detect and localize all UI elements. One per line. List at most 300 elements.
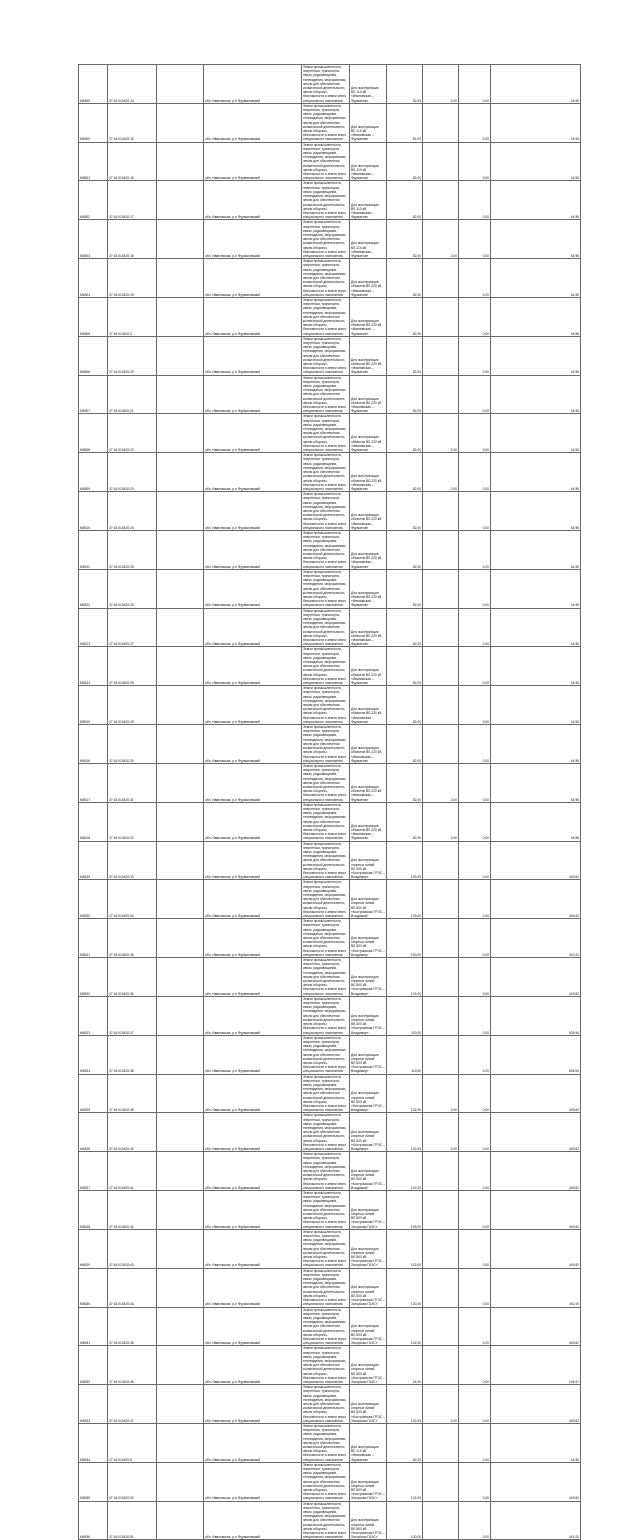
cell-empty <box>157 802 204 841</box>
cell-cat: Земли промышленности, энергетики, транспорта, связи, радиовещания, телевидения, информатики, земли для обеспечения космической деятельности, земли обороны, безопасности и земли иного специального назначения <box>302 1501 350 1540</box>
cell-no: M6521 <box>79 919 108 958</box>
cell-loc: обл. Ивановская, р-н Фурмановский <box>204 414 302 453</box>
cell-c9: 44,96 <box>491 453 581 492</box>
cell-cad: 37:16:010420:29 <box>108 686 157 725</box>
cell-c9: 44,96 <box>491 530 581 569</box>
cell-area: 82,00 <box>387 1423 423 1462</box>
cell-area: 102,00 <box>387 1385 423 1424</box>
cell-c8: 0,00 <box>459 1307 491 1346</box>
table-row <box>79 414 581 453</box>
cell-loc: обл. Ивановская, р-н Фурмановский <box>204 1385 302 1424</box>
cell-area: 82,00 <box>387 375 423 414</box>
cell-c9: 44,96 <box>491 259 581 298</box>
cell-cad: 37:16:010420:30 <box>108 725 157 764</box>
cell-c7 <box>423 725 459 764</box>
cell-use: Для эксплуатации объектов ВЛ-220 кВ «Ивановская – Фурманов» <box>350 569 387 608</box>
table-row <box>79 919 581 958</box>
cell-loc: обл. Ивановская, р-н Фурмановский <box>204 492 302 531</box>
cell-cat: Земли промышленности, энергетики, транспорта, связи, радиовещания, телевидения, информатики, земли для обеспечения космической деятельности, земли обороны, безопасности и земли иного специального назначения <box>302 725 350 764</box>
cell-c8: 0,00 <box>459 919 491 958</box>
cell-empty <box>157 1307 204 1346</box>
cell-cad: 37:16:010420:45 <box>108 1307 157 1346</box>
cell-c8: 0,00 <box>459 65 491 104</box>
table-row <box>79 1268 581 1307</box>
table-row <box>79 65 581 104</box>
cell-cat: Земли промышленности, энергетики, транспорта, связи, радиовещания, телевидения, информатики, земли для обеспечения космической деятельности, земли обороны, безопасности и земли иного специального назначения <box>302 958 350 997</box>
cell-cat: Земли промышленности, энергетики, транспорта, связи, радиовещания, телевидения, информатики, земли для обеспечения космической деятельности, земли обороны, безопасности и земли иного специального назначения <box>302 569 350 608</box>
cell-no: M6532 <box>79 1346 108 1385</box>
cell-empty <box>157 181 204 220</box>
cell-area: 82,00 <box>387 142 423 181</box>
cell-area: 119,00 <box>387 1035 423 1074</box>
cell-c8: 0,00 <box>459 996 491 1035</box>
cell-c8: 0,00 <box>459 375 491 414</box>
cell-loc: обл. Ивановская, р-н Фурмановский <box>204 336 302 375</box>
table-row <box>79 958 581 997</box>
cell-empty <box>157 608 204 647</box>
cell-area: 119,00 <box>387 996 423 1035</box>
cell-c7 <box>423 1035 459 1074</box>
cell-cad: 37:16:010420:26 <box>108 569 157 608</box>
cell-c9: 44,96 <box>491 103 581 142</box>
cell-use: Для эксплуатации объектов ВЛ-220 кВ «Ивановская – Фурманов» <box>350 802 387 841</box>
cell-c9: 44,96 <box>491 608 581 647</box>
cell-c9: 449,82 <box>491 1113 581 1152</box>
cell-empty <box>157 1191 204 1230</box>
cell-cat: Земли промышленности, энергетики, транспорта, связи, радиовещания, телевидения, информатики, земли для обеспечения космической деятельности, земли обороны, безопасности и земли иного специального назначения <box>302 181 350 220</box>
cell-area: 82,00 <box>387 608 423 647</box>
cell-empty <box>157 1423 204 1462</box>
cell-use: Для эксплуатации ВЛ-110 кВ «Ивановская – Фурманов» <box>350 65 387 104</box>
cell-c9: 449,82 <box>491 1152 581 1191</box>
table-row <box>79 725 581 764</box>
table-row <box>79 259 581 298</box>
cell-cat: Земли промышленности, энергетики, транспорта, связи, радиовещания, телевидения, информатики, земли для обеспечения космической деятельности, земли обороны, безопасности и земли иного специального назначения <box>302 1462 350 1501</box>
cell-c8: 0,00 <box>459 453 491 492</box>
cell-c9: 44,96 <box>491 142 581 181</box>
cell-c8: 0,00 <box>459 103 491 142</box>
cell-no: M6512 <box>79 569 108 608</box>
cell-empty <box>157 841 204 880</box>
cell-no: M6533 <box>79 1385 108 1424</box>
cell-c8: 0,00 <box>459 336 491 375</box>
cell-use: Для эксплуатации объектов ВЛ-220 кВ «Ивановская – Фурманов» <box>350 725 387 764</box>
cell-cat: Земли промышленности, энергетики, транспорта, связи, радиовещания, телевидения, информатики, земли для обеспечения космической деятельности, земли обороны, безопасности и земли иного специального назначения <box>302 259 350 298</box>
cell-cat: Земли промышленности, энергетики, транспорта, связи, радиовещания, телевидения, информатики, земли для обеспечения космической деятельности, земли обороны, безопасности и земли иного специального назначения <box>302 996 350 1035</box>
cell-empty <box>157 1035 204 1074</box>
cell-loc: обл. Ивановская, р-н Фурмановский <box>204 1501 302 1540</box>
cell-cad: 37:16:010420:28 <box>108 647 157 686</box>
cell-no: M6510 <box>79 492 108 531</box>
table-row <box>79 530 581 569</box>
cell-cat: Земли промышленности, энергетики, транспорта, связи, радиовещания, телевидения, информатики, земли для обеспечения космической деятельности, земли обороны, безопасности и земли иного специального назначения <box>302 763 350 802</box>
cell-c9: 526,94 <box>491 996 581 1035</box>
cell-area: 100,00 <box>387 1268 423 1307</box>
cell-no: M6527 <box>79 1152 108 1191</box>
cell-c8: 0,00 <box>459 802 491 841</box>
cell-use: Для эксплуатации опорных линий ВЛ-500 кВ «Костромская ГРЭС – Владимир» <box>350 919 387 958</box>
cell-c9: 449,60 <box>491 880 581 919</box>
cell-loc: обл. Ивановская, р-н Фурмановский <box>204 1423 302 1462</box>
table-row <box>79 1385 581 1424</box>
cell-cat: Земли промышленности, энергетики, транспорта, связи, радиовещания, телевидения, информатики, земли для обеспечения космической деятельности, земли обороны, безопасности и земли иного специального назначения <box>302 297 350 336</box>
cell-no: M6506 <box>79 336 108 375</box>
cell-cad: 37:16:010420:51 <box>108 1501 157 1540</box>
cell-cat: Земли промышленности, энергетики, транспорта, связи, радиовещания, телевидения, информатики, земли для обеспечения космической деятельности, земли обороны, безопасности и земли иного специального назначения <box>302 1113 350 1152</box>
cell-c9: 44,96 <box>491 802 581 841</box>
cell-area: 109,00 <box>387 1191 423 1230</box>
cell-cad: 37:16:010420:14 <box>108 65 157 104</box>
cell-cad: 37:16:010420:19 <box>108 259 157 298</box>
cell-cad: 37:16:010420:20 <box>108 336 157 375</box>
cell-c7 <box>423 375 459 414</box>
table-row <box>79 492 581 531</box>
cell-c7: 2,00 <box>423 65 459 104</box>
cell-empty <box>157 686 204 725</box>
cell-use: Для эксплуатации опорных линий ВЛ-500 кВ «Костромская ГРЭС – Загорская ГАЭС» <box>350 1191 387 1230</box>
cell-loc: обл. Ивановская, р-н Фурмановский <box>204 142 302 181</box>
cell-loc: обл. Ивановская, р-н Фурмановский <box>204 1229 302 1268</box>
table-row <box>79 608 581 647</box>
table-row <box>79 1152 581 1191</box>
cell-cad: 37:16:010420:23 <box>108 453 157 492</box>
table-row <box>79 1035 581 1074</box>
table-row <box>79 763 581 802</box>
cell-area: 82,00 <box>387 65 423 104</box>
cell-c7: 2,00 <box>423 763 459 802</box>
cell-area: 102,00 <box>387 1074 423 1113</box>
cell-no: M6522 <box>79 958 108 997</box>
cell-c8: 0,00 <box>459 569 491 608</box>
cell-c7 <box>423 181 459 220</box>
cell-area: 102,00 <box>387 1307 423 1346</box>
cell-c8: 0,00 <box>459 1152 491 1191</box>
cell-c7: 2,00 <box>423 1074 459 1113</box>
cell-cat: Земли промышленности, энергетики, транспорта, связи, радиовещания, телевидения, информатики, земли для обеспечения космической деятельности, земли обороны, безопасности и земли иного специального назначения <box>302 919 350 958</box>
cell-no: M6500 <box>79 103 108 142</box>
cell-no: M6508 <box>79 414 108 453</box>
table-row <box>79 453 581 492</box>
cell-use: Для эксплуатации объектов ВЛ-220 кВ «Ивановская – Фурманов» <box>350 297 387 336</box>
cell-use: Для эксплуатации объектов ВЛ-220 кВ «Ивановская – Фурманов» <box>350 530 387 569</box>
cell-c7: 2,00 <box>423 220 459 259</box>
cell-cat: Земли промышленности, энергетики, транспорта, связи, радиовещания, телевидения, информатики, земли для обеспечения космической деятельности, земли обороны, безопасности и земли иного специального назначения <box>302 103 350 142</box>
cell-area: 82,00 <box>387 103 423 142</box>
cell-c9: 441,00 <box>491 1268 581 1307</box>
cell-empty <box>157 647 204 686</box>
cell-cat: Земли промышленности, энергетики, транспорта, связи, радиовещания, телевидения, информатики, земли для обеспечения космической деятельности, земли обороны, безопасности и земли иного специального назначения <box>302 608 350 647</box>
cell-c9: 44,96 <box>491 220 581 259</box>
cell-cat: Земли промышленности, энергетики, транспорта, связи, радиовещания, телевидения, информатики, земли для обеспечения космической деятельности, земли обороны, безопасности и земли иного специального назначения <box>302 647 350 686</box>
cell-c7 <box>423 880 459 919</box>
cell-area: 102,00 <box>387 1462 423 1501</box>
cell-no: M6507 <box>79 375 108 414</box>
cell-area: 102,00 <box>387 1113 423 1152</box>
table-row <box>79 103 581 142</box>
cell-no: M6531 <box>79 1307 108 1346</box>
cell-use: Для эксплуатации ВЛ-110 кВ «Ивановская – Фурманов» <box>350 181 387 220</box>
cell-c7 <box>423 841 459 880</box>
cell-cat: Земли промышленности, энергетики, транспорта, связи, радиовещания, телевидения, информатики, земли для обеспечения космической деятельности, земли обороны, безопасности и земли иного специального назначения <box>302 453 350 492</box>
cell-c9: 44,96 <box>491 65 581 104</box>
cell-cad: 37:16:010420:34 <box>108 880 157 919</box>
cell-c8: 0,00 <box>459 841 491 880</box>
cell-c9: 44,96 <box>491 414 581 453</box>
cell-loc: обл. Ивановская, р-н Фурмановский <box>204 220 302 259</box>
cell-loc: обл. Ивановская, р-н Фурмановский <box>204 841 302 880</box>
cell-cat: Земли промышленности, энергетики, транспорта, связи, радиовещания, телевидения, информатики, земли для обеспечения космической деятельности, земли обороны, безопасности и земли иного специального назначения <box>302 492 350 531</box>
cell-c8: 0,00 <box>459 259 491 298</box>
cell-no: M6528 <box>79 1191 108 1230</box>
cell-c9: 449,82 <box>491 1385 581 1424</box>
cell-use: Для эксплуатации опорных линий ВЛ-500 кВ «Костромская ГРЭС – Владимир» <box>350 1074 387 1113</box>
cell-c7: 2,00 <box>423 802 459 841</box>
cell-cad: 37:16:010420:25 <box>108 530 157 569</box>
cell-empty <box>157 1346 204 1385</box>
cell-c8: 0,00 <box>459 181 491 220</box>
cell-cad: 37:16:010420:47 <box>108 1385 157 1424</box>
cell-loc: обл. Ивановская, р-н Фурмановский <box>204 996 302 1035</box>
cell-area: 102,00 <box>387 1229 423 1268</box>
cell-c9: 44,96 <box>491 647 581 686</box>
cell-c7 <box>423 530 459 569</box>
cell-c9: 44,96 <box>491 1423 581 1462</box>
cell-c8: 0,00 <box>459 686 491 725</box>
cell-c7: 2,00 <box>423 414 459 453</box>
cell-cat: Земли промышленности, энергетики, транспорта, связи, радиовещания, телевидения, информатики, земли для обеспечения космической деятельности, земли обороны, безопасности и земли иного специального назначения <box>302 1074 350 1113</box>
cell-no: M6503 <box>79 220 108 259</box>
cell-cad: 37:16:010420:42 <box>108 1191 157 1230</box>
cell-no: M6526 <box>79 1113 108 1152</box>
cell-area: 102,00 <box>387 958 423 997</box>
table-row <box>79 142 581 181</box>
cell-c8: 0,00 <box>459 608 491 647</box>
cell-c9: 44,96 <box>491 569 581 608</box>
cell-c9: 441,00 <box>491 1501 581 1540</box>
table-row <box>79 1074 581 1113</box>
cell-no: M6530 <box>79 1268 108 1307</box>
cell-area: 24,00 <box>387 1346 423 1385</box>
cell-no: M6525 <box>79 1074 108 1113</box>
cell-use: Для эксплуатации ВЛ-110 кВ «Ивановская – Фурманов» <box>350 1423 387 1462</box>
cell-empty <box>157 725 204 764</box>
cell-c9: 441,00 <box>491 919 581 958</box>
cell-c8: 0,00 <box>459 1346 491 1385</box>
cell-c8: 0,00 <box>459 763 491 802</box>
cell-c7 <box>423 686 459 725</box>
cell-c7 <box>423 919 459 958</box>
cell-empty <box>157 763 204 802</box>
cell-c7 <box>423 1152 459 1191</box>
cell-use: Для эксплуатации опорных линий ВЛ-500 кВ «Костромская ГРЭС – Загорская ГАЭС» <box>350 1501 387 1540</box>
table-row <box>79 1191 581 1230</box>
cell-cat: Земли промышленности, энергетики, транспорта, связи, радиовещания, телевидения, информатики, земли для обеспечения космической деятельности, земли обороны, безопасности и земли иного специального назначения <box>302 1152 350 1191</box>
cell-cat: Земли промышленности, энергетики, транспорта, связи, радиовещания, телевидения, информатики, земли для обеспечения космической деятельности, земли обороны, безопасности и земли иного специального назначения <box>302 1385 350 1424</box>
cell-cad: 37:16:010420:21 <box>108 375 157 414</box>
cell-cad: 37:16:010420:16 <box>108 142 157 181</box>
cell-c7 <box>423 1268 459 1307</box>
cell-area: 100,00 <box>387 919 423 958</box>
cell-use: Для эксплуатации объектов ВЛ-220 кВ «Ивановская – Фурманов» <box>350 259 387 298</box>
cell-area: 82,00 <box>387 686 423 725</box>
cell-area: 82,00 <box>387 414 423 453</box>
table-row <box>79 880 581 919</box>
cell-c7: 2,00 <box>423 1385 459 1424</box>
table-row <box>79 1307 581 1346</box>
cell-use: Для эксплуатации объектов ВЛ-220 кВ «Ивановская – Фурманов» <box>350 686 387 725</box>
cell-c8: 0,00 <box>459 1074 491 1113</box>
cell-c8: 0,00 <box>459 1035 491 1074</box>
cell-no: M6515 <box>79 686 108 725</box>
cell-area: 102,00 <box>387 1152 423 1191</box>
cell-cad: 37:16:010420:15 <box>108 103 157 142</box>
cell-cad: 37:16:010420:18 <box>108 220 157 259</box>
cell-c7 <box>423 1229 459 1268</box>
cell-area: 82,00 <box>387 530 423 569</box>
cell-use: Для эксплуатации опорных линий ВЛ-500 кВ «Костромская ГРЭС – Владимир» <box>350 1113 387 1152</box>
cell-use: Для эксплуатации объектов ВЛ-220 кВ «Ивановская – Фурманов» <box>350 763 387 802</box>
cell-no: M6509 <box>79 453 108 492</box>
cell-loc: обл. Ивановская, р-н Фурмановский <box>204 569 302 608</box>
cell-area: 82,00 <box>387 492 423 531</box>
table-body <box>79 65 581 1540</box>
cell-loc: обл. Ивановская, р-н Фурмановский <box>204 1074 302 1113</box>
cell-cat: Земли промышленности, энергетики, транспорта, связи, радиовещания, телевидения, информатики, земли для обеспечения космической деятельности, земли обороны, безопасности и земли иного специального назначения <box>302 1423 350 1462</box>
cell-empty <box>157 1462 204 1501</box>
cell-c7 <box>423 569 459 608</box>
cell-loc: обл. Ивановская, р-н Фурмановский <box>204 1307 302 1346</box>
cell-cad: 37:16:010420:31 <box>108 763 157 802</box>
cell-no: M6534 <box>79 1423 108 1462</box>
cell-cat: Земли промышленности, энергетики, транспорта, связи, радиовещания, телевидения, информатики, земли для обеспечения космической деятельности, земли обороны, безопасности и земли иного специального назначения <box>302 414 350 453</box>
cell-area: 109,00 <box>387 880 423 919</box>
cell-use: Для эксплуатации опорных линий ВЛ-500 кВ «Костромская ГРЭС – Загорская ГАЭС» <box>350 1268 387 1307</box>
cell-c7 <box>423 1462 459 1501</box>
table-row <box>79 336 581 375</box>
cell-cad: 37:16:010420:37 <box>108 996 157 1035</box>
cell-loc: обл. Ивановская, р-н Фурмановский <box>204 763 302 802</box>
cell-empty <box>157 1229 204 1268</box>
cell-loc: обл. Ивановская, р-н Фурмановский <box>204 802 302 841</box>
cell-c9: 449,60 <box>491 1191 581 1230</box>
cell-use: Для эксплуатации опорных линий ВЛ-500 кВ «Костромская ГРЭС – Загорская ГАЭС» <box>350 1229 387 1268</box>
cell-c8: 0,00 <box>459 1501 491 1540</box>
table-row <box>79 181 581 220</box>
cell-area: 82,00 <box>387 802 423 841</box>
cell-c8: 0,00 <box>459 297 491 336</box>
cell-loc: обл. Ивановская, р-н Фурмановский <box>204 530 302 569</box>
cell-c7 <box>423 1346 459 1385</box>
cell-use: Для эксплуатации объектов ВЛ-220 кВ «Ивановская – Фурманов» <box>350 492 387 531</box>
table-row <box>79 375 581 414</box>
cell-c8: 0,00 <box>459 1268 491 1307</box>
cell-c9: 44,96 <box>491 375 581 414</box>
cell-use: Для эксплуатации объектов ВЛ-220 кВ «Ивановская – Фурманов» <box>350 608 387 647</box>
cell-c9: 44,96 <box>491 686 581 725</box>
cell-no: M6523 <box>79 996 108 1035</box>
cell-c9: 449,82 <box>491 958 581 997</box>
cell-no: M6535 <box>79 1462 108 1501</box>
cell-empty <box>157 1152 204 1191</box>
cell-cat: Земли промышленности, энергетики, транспорта, связи, радиовещания, телевидения, информатики, земли для обеспечения космической деятельности, земли обороны, безопасности и земли иного специального назначения <box>302 65 350 104</box>
cell-cad: 37:16:010420:24 <box>108 492 157 531</box>
cell-cat: Земли промышленности, энергетики, транспорта, связи, радиовещания, телевидения, информатики, земли для обеспечения космической деятельности, земли обороны, безопасности и земли иного специального назначения <box>302 802 350 841</box>
cell-cat: Земли промышленности, энергетики, транспорта, связи, радиовещания, телевидения, информатики, земли для обеспечения космической деятельности, земли обороны, безопасности и земли иного специального назначения <box>302 336 350 375</box>
cell-c7 <box>423 336 459 375</box>
cell-loc: обл. Ивановская, р-н Фурмановский <box>204 259 302 298</box>
table-row <box>79 220 581 259</box>
cell-c8: 0,00 <box>459 1191 491 1230</box>
cell-c8: 0,00 <box>459 880 491 919</box>
cell-empty <box>157 1113 204 1152</box>
cell-use: Для эксплуатации опорных линий ВЛ-500 кВ «Костромская ГРЭС – Загорская ГАЭС» <box>350 1462 387 1501</box>
cell-loc: обл. Ивановская, р-н Фурмановский <box>204 880 302 919</box>
cell-c7: 2,00 <box>423 1113 459 1152</box>
cell-loc: обл. Ивановская, р-н Фурмановский <box>204 919 302 958</box>
table-row <box>79 841 581 880</box>
table-row <box>79 647 581 686</box>
cell-cat: Земли промышленности, энергетики, транспорта, связи, радиовещания, телевидения, информатики, земли для обеспечения космической деятельности, земли обороны, безопасности и земли иного специального назначения <box>302 1268 350 1307</box>
cell-cad: 37:16:010420:40 <box>108 1113 157 1152</box>
cell-c7 <box>423 1423 459 1462</box>
cell-loc: обл. Ивановская, р-н Фурмановский <box>204 181 302 220</box>
cell-no: M6517 <box>79 763 108 802</box>
cell-c7 <box>423 297 459 336</box>
cell-empty <box>157 414 204 453</box>
cell-use: Для эксплуатации опорных линий ВЛ-500 кВ «Костромская ГРЭС – Загорская ГАЭС» <box>350 1307 387 1346</box>
cell-use: Для эксплуатации опорных линий ВЛ-500 кВ «Костромская ГРЭС – Владимир» <box>350 996 387 1035</box>
cell-area: 82,00 <box>387 569 423 608</box>
cell-c9: 105,97 <box>491 1346 581 1385</box>
cell-cad: 37:16:010420:2 <box>108 297 157 336</box>
cell-loc: обл. Ивановская, р-н Фурмановский <box>204 1113 302 1152</box>
cell-empty <box>157 958 204 997</box>
cell-area: 109,00 <box>387 841 423 880</box>
table-row <box>79 1462 581 1501</box>
cell-no: M6505 <box>79 297 108 336</box>
cell-cad: 37:16:010420:38 <box>108 1035 157 1074</box>
cell-empty <box>157 103 204 142</box>
cell-no: M6516 <box>79 725 108 764</box>
cell-empty <box>157 530 204 569</box>
cell-loc: обл. Ивановская, р-н Фурмановский <box>204 453 302 492</box>
table-row <box>79 1113 581 1152</box>
cell-c8: 0,00 <box>459 492 491 531</box>
cell-cat: Земли промышленности, энергетики, транспорта, связи, радиовещания, телевидения, информатики, земли для обеспечения космической деятельности, земли обороны, безопасности и земли иного специального назначения <box>302 841 350 880</box>
cell-no: M6524 <box>79 1035 108 1074</box>
cell-use: Для эксплуатации ВЛ-110 кВ «Ивановская – Фурманов» <box>350 220 387 259</box>
cell-area: 82,00 <box>387 297 423 336</box>
table-row <box>79 569 581 608</box>
cell-area: 82,00 <box>387 259 423 298</box>
cell-cad: 37:16:010420:50 <box>108 1462 157 1501</box>
cell-no: M6504 <box>79 259 108 298</box>
cell-use: Для эксплуатации опорных линий ВЛ-500 кВ «Костромская ГРЭС – Владимир» <box>350 880 387 919</box>
cell-empty <box>157 259 204 298</box>
cell-use: Для эксплуатации объектов ВЛ-220 кВ «Ивановская – Фурманов» <box>350 375 387 414</box>
cell-c9: 449,82 <box>491 1074 581 1113</box>
cell-c8: 0,00 <box>459 414 491 453</box>
cell-loc: обл. Ивановская, р-н Фурмановский <box>204 1035 302 1074</box>
cell-empty <box>157 1385 204 1424</box>
cell-area: 100,00 <box>387 1501 423 1540</box>
cell-loc: обл. Ивановская, р-н Фурмановский <box>204 103 302 142</box>
cell-c7 <box>423 647 459 686</box>
cell-c7: 2,00 <box>423 453 459 492</box>
cell-cat: Земли промышленности, энергетики, транспорта, связи, радиовещания, телевидения, информатики, земли для обеспечения космической деятельности, земли обороны, безопасности и земли иного специального назначения <box>302 1307 350 1346</box>
cell-c7 <box>423 958 459 997</box>
cell-c7 <box>423 1307 459 1346</box>
